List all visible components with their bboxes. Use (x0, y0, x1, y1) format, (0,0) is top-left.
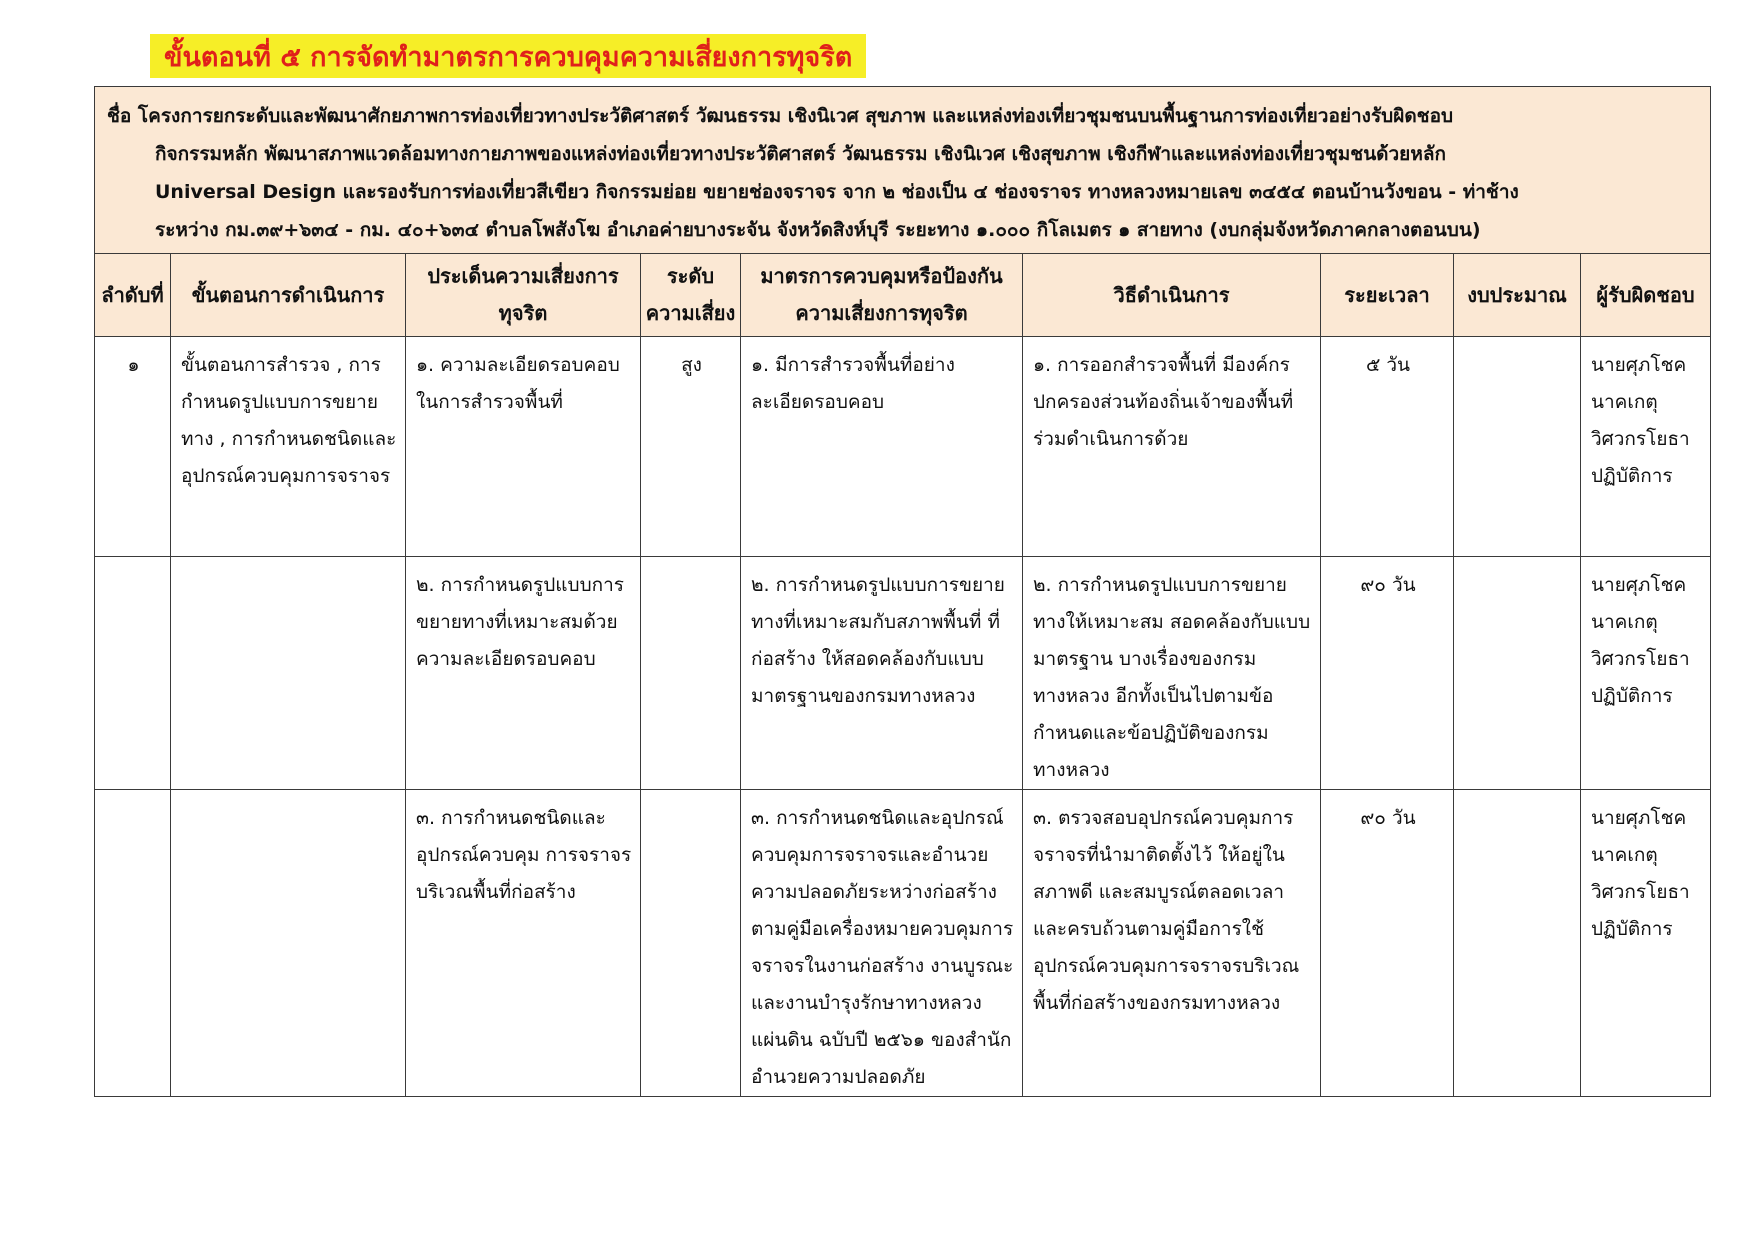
cell-duration: ๙๐ วัน (1321, 557, 1454, 790)
header-measure: มาตรการควบคุมหรือป้องกัน ความเสี่ยงการทุจริต (741, 254, 1023, 337)
cell-risk-level (641, 790, 741, 1097)
table-row (95, 557, 1711, 790)
cell-no: ๑ (95, 337, 171, 557)
cell-no (95, 557, 171, 790)
risk-control-table (94, 86, 1711, 1097)
header-step: ขั้นตอนการดำเนินการ (171, 254, 406, 337)
cell-budget (1454, 790, 1581, 1097)
header-duration: ระยะเวลา (1321, 254, 1454, 337)
project-info-line: ระหว่าง กม.๓๙+๖๓๔ - กม. ๔๐+๖๓๔ ตำบลโพสังโฆ อำเภอค่ายบางระจัน จังหวัดสิงห์บุรี ระยะทาง ๑.๐๐๐ กิโลเมตร ๑ สายทาง (งบกลุ่มจังหวัดภาคกลางตอนบน) (155, 219, 1481, 241)
cell-method: ๓. ตรวจสอบอุปกรณ์ควบคุมการจราจรที่นำมาติดตั้งไว้ ให้อยู่ในสภาพดี และสมบูรณ์ตลอดเวลา และครบถ้วนตามคู่มือการใช้อุปกรณ์ควบคุมการจราจรบริเวณพื้นที่ก่อสร้างของกรมทางหลวง (1023, 790, 1321, 1097)
cell-method: ๑. การออกสำรวจพื้นที่ มีองค์กรปกครองส่วนท้องถิ่นเจ้าของพื้นที่ร่วมดำเนินการด้วย (1023, 337, 1321, 557)
cell-risk-level: สูง (641, 337, 741, 557)
project-info-line: กิจกรรมหลัก พัฒนาสภาพแวดล้อมทางกายภาพของแหล่งท่องเที่ยวทางประวัติศาสตร์ วัฒนธรรม เชิงนิเวศ เชิงสุขภาพ เชิงกีฬาและแหล่งท่องเที่ยวชุมชนด้วยหลัก (155, 143, 1446, 165)
cell-risk-issue: ๓. การกำหนดชนิดและอุปกรณ์ควบคุม การจราจรบริเวณพื้นที่ก่อสร้าง (406, 790, 641, 1097)
cell-method: ๒. การกำหนดรูปแบบการขยายทางให้เหมาะสม สอดคล้องกับแบบมาตรฐาน บางเรื่องของกรมทางหลวง อีกทั้งเป็นไปตามข้อกำหนดและข้อปฏิบัติของกรมทางหลวง (1023, 557, 1321, 790)
page-title: ขั้นตอนที่ ๕ การจัดทำมาตรการควบคุมความเสี่ยงการทุจริต (150, 34, 866, 78)
cell-budget (1454, 337, 1581, 557)
cell-step: ขั้นตอนการสำรวจ , การกำหนดรูปแบบการขยายทาง , การกำหนดชนิดและอุปกรณ์ควบคุมการจราจร (171, 337, 406, 557)
header-no: ลำดับที่ (95, 254, 171, 337)
cell-risk-issue: ๒. การกำหนดรูปแบบการขยายทางที่เหมาะสมด้วยความละเอียดรอบคอบ (406, 557, 641, 790)
cell-duration: ๕ วัน (1321, 337, 1454, 557)
project-info-line: ชื่อ โครงการยกระดับและพัฒนาศักยภาพการท่องเที่ยวทางประวัติศาสตร์ วัฒนธรรม เชิงนิเวศ สุขภาพ และแหล่งท่องเที่ยวชุมชนบนพื้นฐานการท่องเที่ยวอย่างรับผิดชอบ (107, 105, 1454, 127)
cell-risk-issue: ๑. ความละเอียดรอบคอบ ในการสำรวจพื้นที่ (406, 337, 641, 557)
table-row (95, 337, 1711, 557)
cell-risk-level (641, 557, 741, 790)
cell-responsible: นายศุภโชค นาคเกตุ วิศวกรโยธาปฏิบัติการ (1581, 337, 1711, 557)
cell-measure: ๓. การกำหนดชนิดและอุปกรณ์ควบคุมการจราจรและอำนวยความปลอดภัยระหว่างก่อสร้าง ตามคู่มือเครื่องหมายควบคุมการจราจรในงานก่อสร้าง งานบูรณะ และงานบำรุงรักษาทางหลวงแผ่นดิน ฉบับปี ๒๕๖๑ ของสำนักอำนวยความปลอดภัย (741, 790, 1023, 1097)
cell-step (171, 557, 406, 790)
cell-duration: ๙๐ วัน (1321, 790, 1454, 1097)
cell-step (171, 790, 406, 1097)
cell-measure: ๒. การกำหนดรูปแบบการขยายทางที่เหมาะสมกับสภาพพื้นที่ ที่ก่อสร้าง ให้สอดคล้องกับแบบมาตรฐานของกรมทางหลวง (741, 557, 1023, 790)
header-budget: งบประมาณ (1454, 254, 1581, 337)
project-info (95, 87, 1711, 254)
cell-responsible: นายศุภโชค นาคเกตุ วิศวกรโยธาปฏิบัติการ (1581, 790, 1711, 1097)
cell-budget (1454, 557, 1581, 790)
header-method: วิธีดำเนินการ (1023, 254, 1321, 337)
project-info-line: Universal Design และรองรับการท่องเที่ยวสีเขียว กิจกรรมย่อย ขยายช่องจราจร จาก ๒ ช่องเป็น ๔ ช่องจราจร ทางหลวงหมายเลข ๓๔๕๔ ตอนบ้านวังขอน - ท่าช้าง (155, 181, 1519, 203)
cell-responsible: นายศุภโชค นาคเกตุ วิศวกรโยธาปฏิบัติการ (1581, 557, 1711, 790)
header-responsible: ผู้รับผิดชอบ (1581, 254, 1711, 337)
header-risk-issue: ประเด็นความเสี่ยงการทุจริต (406, 254, 641, 337)
table-row (95, 790, 1711, 1097)
header-risk-level: ระดับความเสี่ยง (641, 254, 741, 337)
table-header-row (95, 254, 1711, 337)
cell-no (95, 790, 171, 1097)
cell-measure: ๑. มีการสำรวจพื้นที่อย่างละเอียดรอบคอบ (741, 337, 1023, 557)
